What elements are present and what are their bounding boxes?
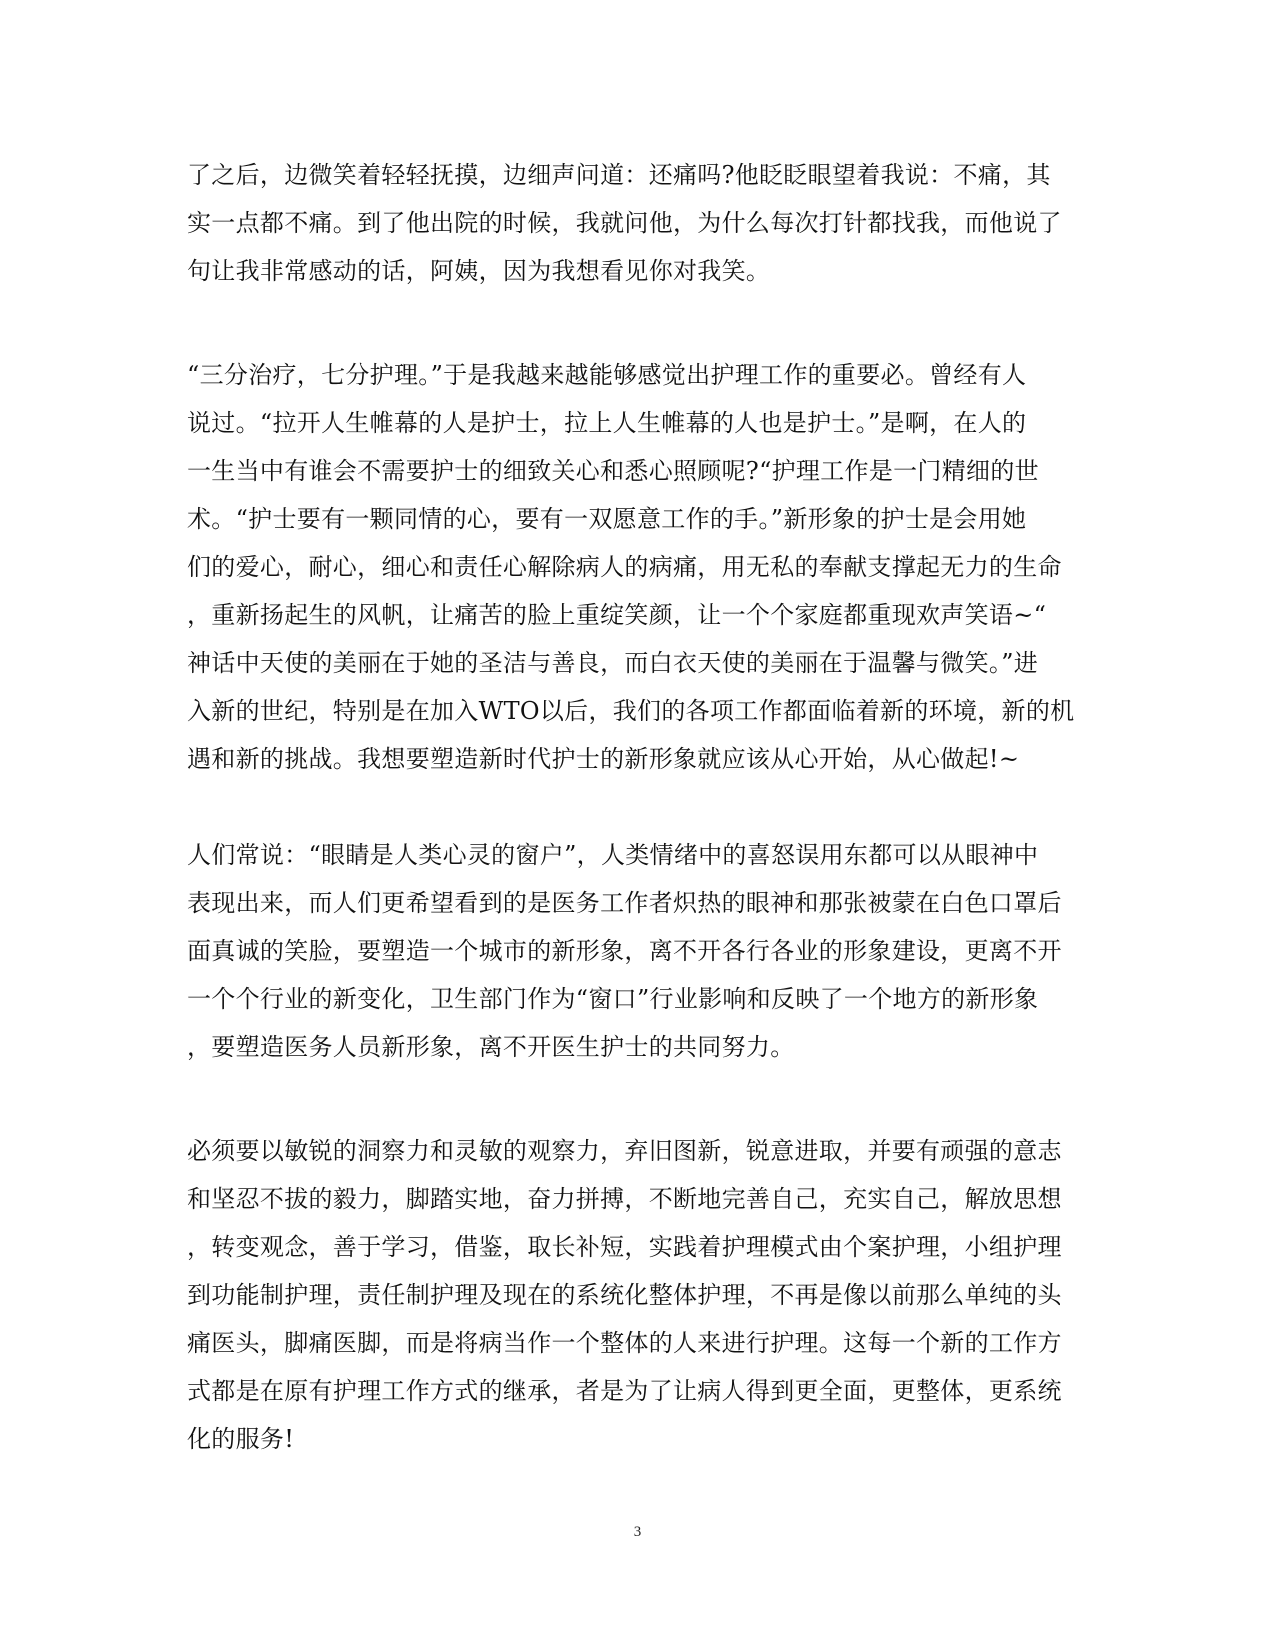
text-line: 们的爱心，耐心，细心和责任心解除病人的病痛，用无私的奉献支撑起无力的生命: [187, 553, 1062, 581]
text-line: ，要塑造医务人员新形象，离不开医生护士的共同努力。: [187, 1033, 795, 1061]
text-line: 句让我非常感动的话，阿姨，因为我想看见你对我笑。: [187, 257, 771, 285]
paragraph: [187, 151, 1097, 295]
text-line: 和坚忍不拔的毅力，脚踏实地，奋力拼搏，不断地完善自己，充实自己，解放思想: [187, 1185, 1062, 1213]
text-line: 一生当中有谁会不需要护士的细致关心和悉心照顾呢?“护理工作是一门精细的世: [187, 457, 1039, 485]
text-line: 神话中天使的美丽在于她的圣洁与善良，而白衣天使的美丽在于温馨与微笑。”进: [187, 649, 1039, 677]
text-line: 遇和新的挑战。我想要塑造新时代护士的新形象就应该从心开始，从心做起!~: [187, 745, 1020, 773]
paragraph: [187, 351, 1097, 783]
text-line: 式都是在原有护理工作方式的继承，者是为了让病人得到更全面，更整体，更系统: [187, 1377, 1062, 1405]
text-line: 入新的世纪，特别是在加入WTO以后，我们的各项工作都面临着新的环境，新的机: [187, 697, 1075, 725]
text-line: 表现出来，而人们更希望看到的是医务工作者炽热的眼神和那张被蒙在白色口罩后: [187, 889, 1062, 917]
text-line: ，重新扬起生的风帆，让痛苦的脸上重绽笑颜，让一个个家庭都重现欢声笑语~“: [187, 601, 1047, 629]
text-line: 实一点都不痛。到了他出院的时候，我就问他，为什么每次打针都找我，而他说了: [187, 209, 1062, 237]
paragraph: [187, 1127, 1097, 1463]
text-line: ，转变观念，善于学习，借鉴，取长补短，实践着护理模式由个案护理，小组护理: [187, 1233, 1062, 1261]
text-line: 痛医头，脚痛医脚，而是将病当作一个整体的人来进行护理。这每一个新的工作方: [187, 1329, 1062, 1357]
text-line: 面真诚的笑脸，要塑造一个城市的新形象，离不开各行各业的形象建设，更离不开: [187, 937, 1062, 965]
text-line: 一个个行业的新变化，卫生部门作为“窗口”行业影响和反映了一个地方的新形象: [187, 985, 1039, 1013]
text-line: 到功能制护理，责任制护理及现在的系统化整体护理，不再是像以前那么单纯的头: [187, 1281, 1062, 1309]
text-line: 术。“护士要有一颗同情的心，要有一双愿意工作的手。”新形象的护士是会用她: [187, 505, 1027, 533]
text-line: 必须要以敏锐的洞察力和灵敏的观察力，弃旧图新，锐意进取，并要有顽强的意志: [187, 1137, 1062, 1165]
text-line: 了之后，边微笑着轻轻抚摸，边细声问道：还痛吗?他眨眨眼望着我说：不痛，其: [187, 161, 1051, 189]
text-line: 说过。“拉开人生帷幕的人是护士，拉上人生帷幕的人也是护士。”是啊，在人的: [187, 409, 1027, 437]
text-line: 人们常说：“眼睛是人类心灵的窗户”，人类情绪中的喜怒误用东都可以从眼神中: [187, 841, 1039, 869]
text-line: “三分治疗，七分护理。”于是我越来越能够感觉出护理工作的重要必。曾经有人: [187, 361, 1027, 389]
page-number: 3: [633, 1524, 642, 1540]
paragraph: [187, 831, 1097, 1071]
text-line: 化的服务!: [187, 1425, 295, 1453]
